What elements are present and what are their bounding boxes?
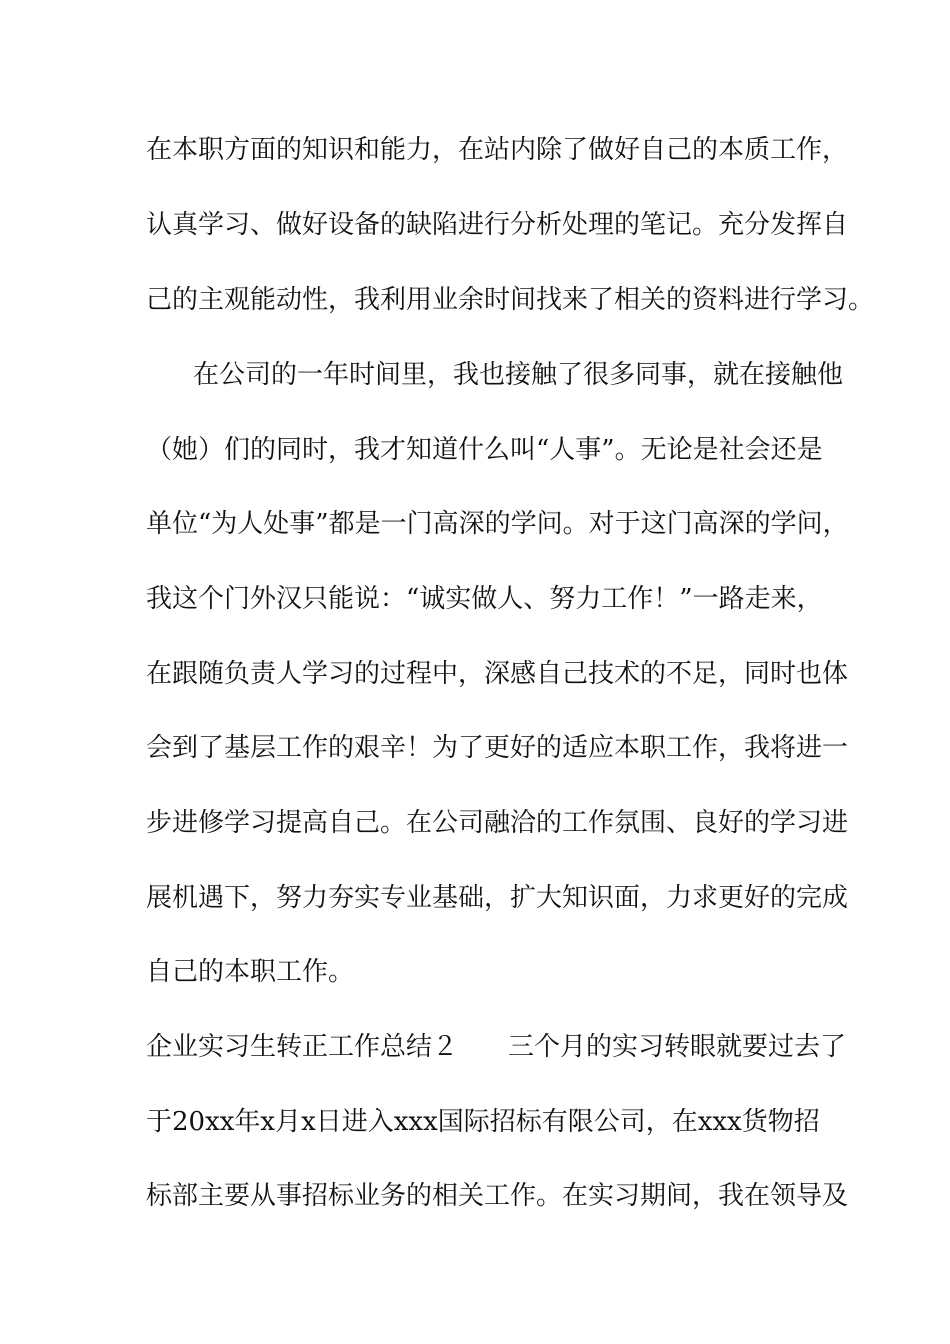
section-heading: 企业实习生转正工作总结２ xyxy=(146,1032,459,1062)
paragraph-line: 标部主要从事招标业务的相关工作。在实习期间，我在领导及 xyxy=(146,1181,849,1211)
paragraph-line: （她）们的同时，我才知道什么叫“人事”。无论是社会还是 xyxy=(146,435,823,465)
paragraph-line: 在本职方面的知识和能力，在站内除了做好自己的本质工作， xyxy=(146,135,849,165)
paragraph-line: 我这个门外汉只能说：“诚实做人、努力工作！”一路走来， xyxy=(146,584,823,614)
paragraph-line: 在公司的一年时间里，我也接触了很多同事，就在接触他 xyxy=(193,360,844,390)
paragraph-line: 在跟随负责人学习的过程中，深感自己技术的不足，同时也体 xyxy=(146,659,849,689)
paragraph-line: 自己的本职工作。 xyxy=(146,957,355,987)
paragraph-line: 单位“为人处事”都是一门高深的学问。对于这门高深的学问， xyxy=(146,509,849,539)
paragraph-line: 认真学习、做好设备的缺陷进行分析处理的笔记。充分发挥自 xyxy=(146,210,849,240)
paragraph-line: 己的主观能动性，我利用业余时间找来了相关的资料进行学习。 xyxy=(146,285,875,315)
heading-line xyxy=(146,1027,847,1067)
paragraph-line: 展机遇下，努力夯实专业基础，扩大知识面，力求更好的完成 xyxy=(146,883,849,913)
paragraph-line: 会到了基层工作的艰辛！为了更好的适应本职工作，我将进一 xyxy=(146,733,849,763)
paragraph-line: 步进修学习提高自己。在公司融洽的工作氛围、良好的学习进 xyxy=(146,808,849,838)
heading-continuation: 三个月的实习转眼就要过去了 xyxy=(508,1032,847,1062)
paragraph-line: 于20xx年x月x日进入xxx国际招标有限公司，在xxx货物招 xyxy=(146,1107,820,1137)
